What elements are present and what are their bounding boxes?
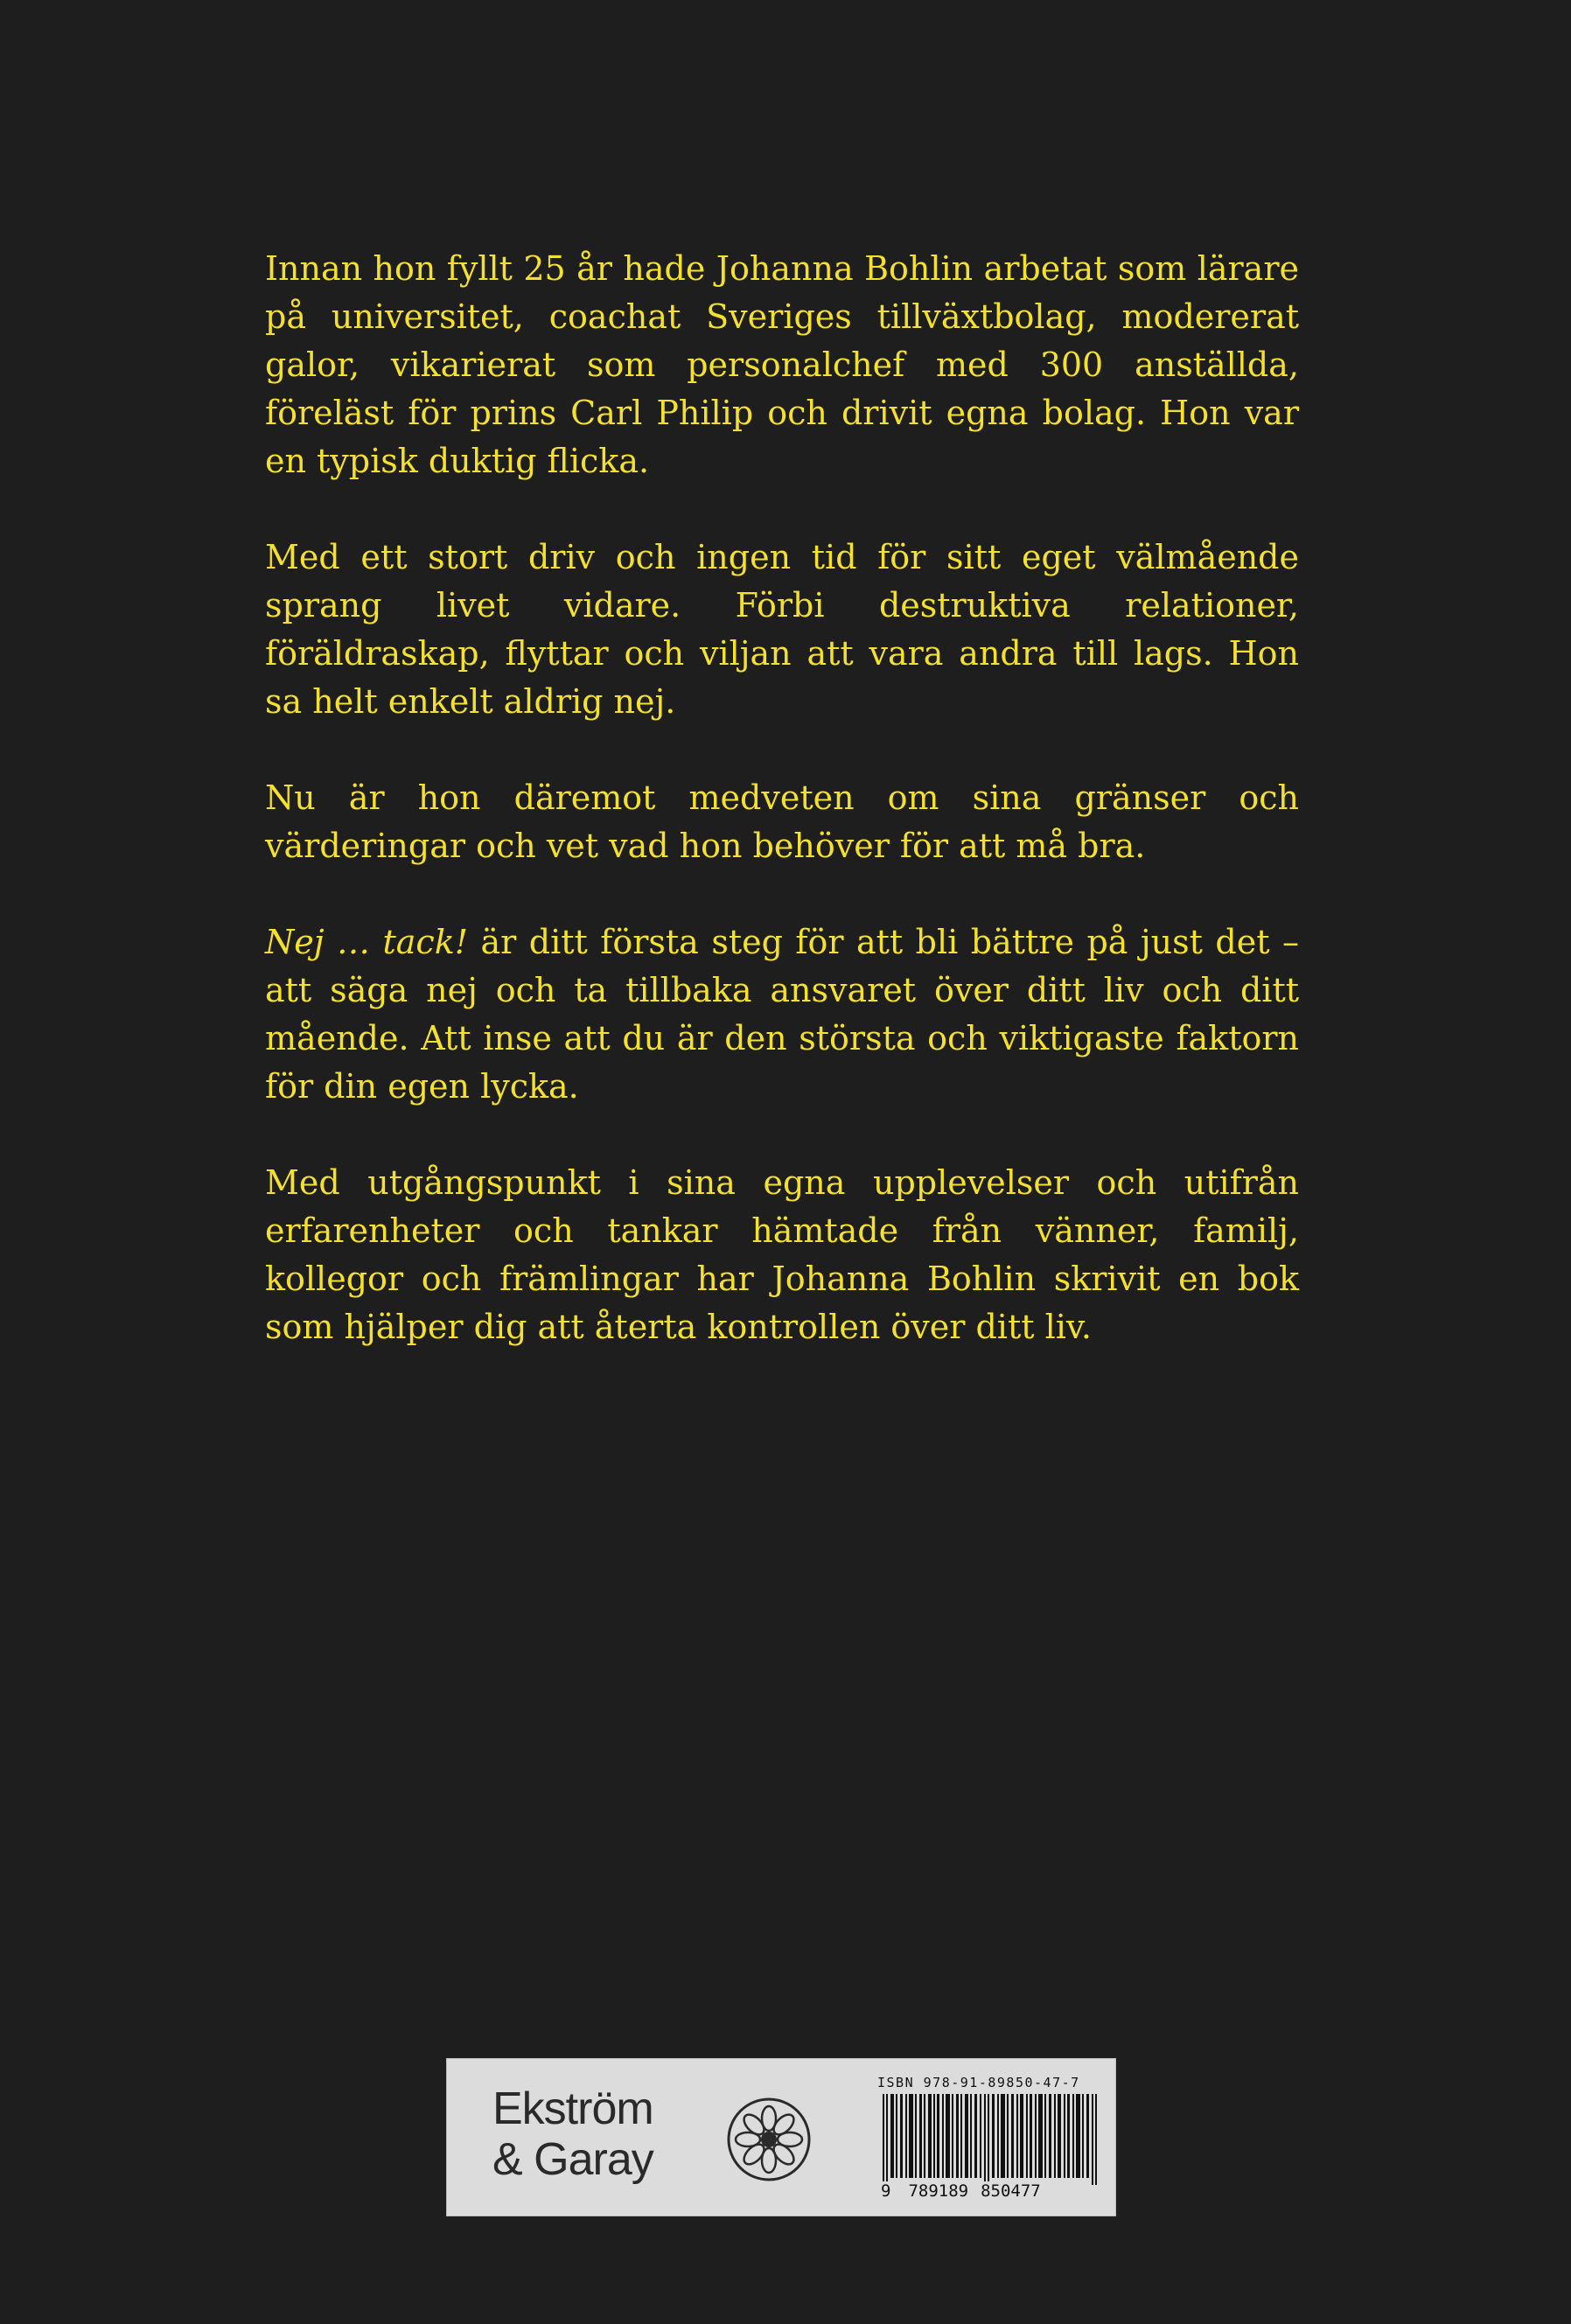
isbn-label: ISBN 978-91-89850-47-7 [877, 2075, 1080, 2090]
blurb-paragraph-5: Med utgångspunkt i sina egna upplevelser och utifrån erfarenheter och tankar hämtade från vänner, familj, kollegor och främlingar har Johanna Bohlin skrivit en bok som hjälper dig att återta kontrollen över ditt liv. [265, 1163, 1299, 1346]
barcode-digit-lead: 9 [881, 2181, 891, 2201]
back-cover-blurb [265, 245, 1299, 1351]
barcode-digits [879, 2181, 1043, 2201]
flower-seal-icon [725, 2096, 813, 2183]
publisher-name-line-2: & Garay [492, 2134, 653, 2185]
blurb-paragraph-4 [265, 918, 1299, 1111]
blurb-paragraph-2: Med ett stort driv och ingen tid för sitt eget välmående sprang livet vidare. Förbi destruktiva relationer, föräldraskap, flyttar och viljan att vara andra till lags. Hon sa helt enkelt aldrig nej. [265, 538, 1299, 721]
publisher-name [492, 2083, 653, 2185]
blurb-paragraph-4-rest: är ditt första steg för att bli bättre på just det – att säga nej och ta tillbaka ansvaret över ditt liv och ditt mående. Att inse att du är den största och viktigaste faktorn för din egen lycka. [265, 923, 1299, 1106]
blurb-paragraph-1: Innan hon fyllt 25 år hade Johanna Bohlin arbetat som lärare på universitet, coachat Sveriges tillväxtbolag, modererat galor, vikarierat som personalchef med 300 anställda, föreläst för prins Carl Philip och drivit egna bolag. Hon var en typisk duktig flicka. [265, 249, 1299, 480]
publisher-name-line-1: Ekström [492, 2083, 653, 2134]
book-title-italic: Nej … tack! [265, 923, 468, 961]
blurb-paragraph-3: Nu är hon däremot medveten om sina gränser och värderingar och vet vad hon behöver för att må bra. [265, 778, 1299, 865]
barcode [883, 2094, 1101, 2185]
barcode-digits-group-2: 850477 [981, 2181, 1041, 2201]
barcode-digits-group-1: 789189 [908, 2181, 969, 2201]
publisher-label-box [446, 2058, 1116, 2216]
